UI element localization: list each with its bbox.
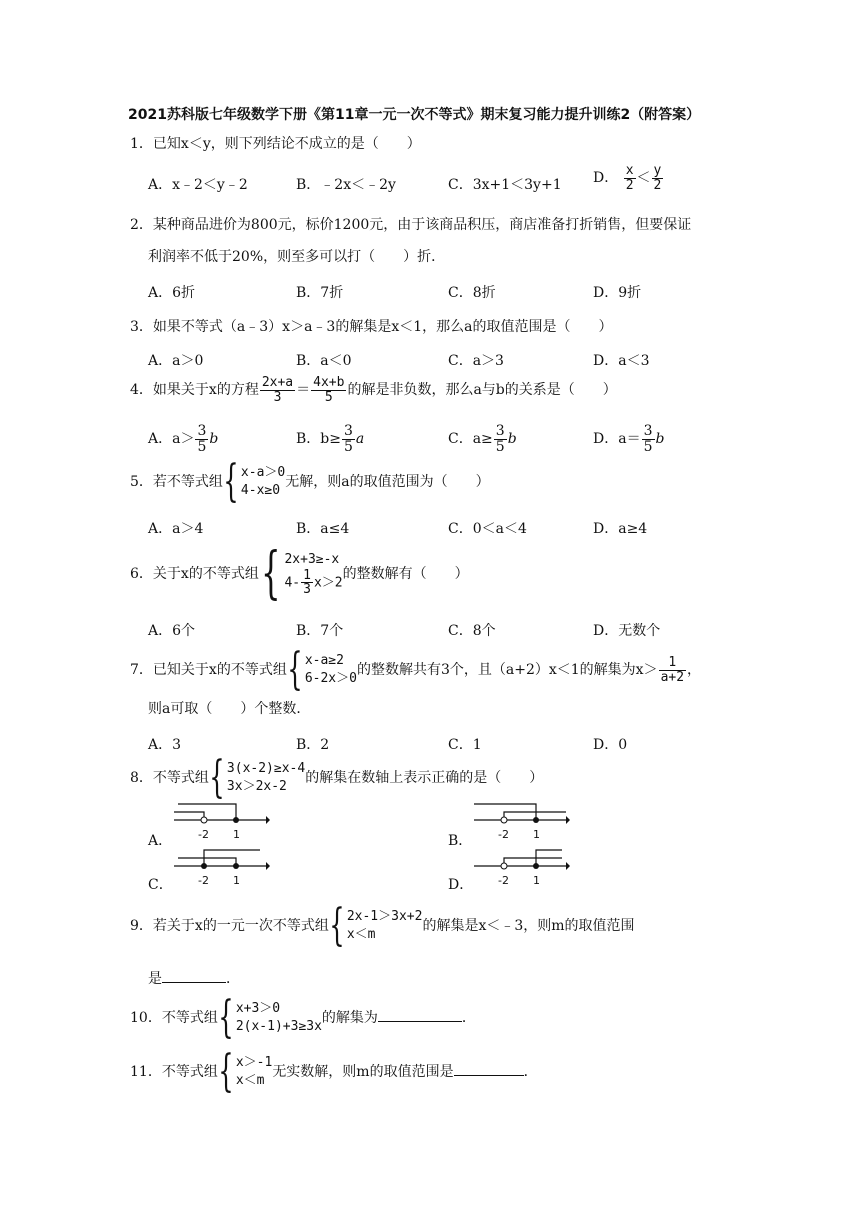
inequality-system: { x-a≥2 6-2x＞0 xyxy=(287,644,357,695)
question-text: 的解是非负数，那么a与b的关系是（ ） xyxy=(347,382,617,399)
q5-option-b: B．a≤4 xyxy=(296,521,350,537)
svg-text:-2: -2 xyxy=(198,828,209,841)
q5-option-c: C．0＜a＜4 xyxy=(448,521,527,537)
q8-option-d-label: D． xyxy=(448,877,474,893)
operator: ＝ xyxy=(296,382,311,399)
q8-option-c-label: C． xyxy=(148,877,173,893)
question-text: 的整数解共有3个，且（a+2）x＜1的解集为x＞ xyxy=(356,662,658,678)
question-9-line2: 是 ． xyxy=(148,971,240,987)
question-text: 若关于x的一元一次不等式组 xyxy=(152,918,329,934)
question-1 xyxy=(130,133,421,153)
question-text: 某种商品进价为800元，标价1200元，由于该商品积压，商店准备打折销售，但要保证 xyxy=(152,217,692,233)
svg-text:1: 1 xyxy=(533,828,540,841)
question-text: 已知关于x的不等式组 xyxy=(152,662,287,678)
question-6 xyxy=(130,541,469,606)
q5-option-d: D．a≥4 xyxy=(593,521,648,537)
question-5 xyxy=(130,456,490,507)
fraction: $\frac{2x+a}{3}$ xyxy=(261,375,294,405)
q3-option-c: C．a＞3 xyxy=(448,353,504,369)
question-3 xyxy=(130,316,612,336)
fraction: $\frac{4x+b}{5}$ xyxy=(313,375,345,405)
number-line-c xyxy=(170,846,270,890)
question-9 xyxy=(130,900,635,951)
question-7-line2: 则a可取（ ）个整数． xyxy=(148,701,311,717)
q5-option-a: A．a＞4 xyxy=(148,521,204,537)
q6-option-a: A．6个 xyxy=(148,623,196,639)
inequality-system: { x＞-1 x＜m xyxy=(218,1046,273,1097)
question-text: 的解集在数轴上表示正确的是（ ） xyxy=(305,770,544,786)
answer-blank[interactable] xyxy=(378,1009,462,1022)
q4-option-c: C．a≥ $\frac{3}{5}$ b xyxy=(448,423,517,455)
question-number: 8． xyxy=(130,770,153,786)
question-8 xyxy=(130,752,544,803)
question-number: 7． xyxy=(130,662,153,678)
question-text: 不等式组 xyxy=(152,770,209,786)
question-2-line2: 利润率不低于20%，则至多可以打（ ）折． xyxy=(148,249,446,265)
q4-option-b: B．b≥ $\frac{3}{5}$ a xyxy=(296,423,365,455)
q2-option-b: B．7折 xyxy=(296,285,344,301)
question-text: 关于x的不等式组 xyxy=(152,566,259,582)
q4-option-a: A．a＞ $\frac{3}{5}$ b xyxy=(148,423,219,455)
question-2 xyxy=(130,214,691,234)
question-text: 已知x＜y，则下列结论不成立的是（ ） xyxy=(152,136,421,152)
question-number: 2． xyxy=(130,217,153,233)
number-line-d xyxy=(470,846,570,890)
question-number: 10． xyxy=(130,1010,162,1026)
question-text: 的解集是x＜﹣3，则m的取值范围 xyxy=(422,918,635,934)
inequality-system: { x-a＞0 4-x≥0 xyxy=(223,456,286,507)
q6-option-c: C．8个 xyxy=(448,623,496,639)
number-line-b xyxy=(470,800,570,844)
inequality-system: { 3(x-2)≥x-4 3x＞2x-2 xyxy=(209,752,306,803)
question-text: 不等式组 xyxy=(161,1010,218,1026)
question-text: 若不等式组 xyxy=(152,474,223,490)
question-4 xyxy=(130,376,617,404)
q2-option-c: C．8折 xyxy=(448,285,496,301)
q8-option-b-label: B． xyxy=(448,833,473,849)
svg-text:1: 1 xyxy=(533,874,540,887)
question-11: 11．不等式组 { x＞-1 x＜m 无实数解，则m的取值范围是 ． xyxy=(130,1046,538,1097)
q7-option-c: C．1 xyxy=(448,737,482,753)
q2-option-a: A．6折 xyxy=(148,285,196,301)
question-text: 如果关于x的方程 xyxy=(152,382,259,399)
fraction: $\frac{1}{a+2}$ xyxy=(660,654,685,685)
question-text: 无解，则a的取值范围为（ ） xyxy=(285,474,490,490)
question-10: 10．不等式组 { x+3＞0 2(x-1)+3≥3x 的解集为 ． xyxy=(130,992,476,1043)
q6-option-d: D．无数个 xyxy=(593,623,661,639)
answer-blank[interactable] xyxy=(454,1063,524,1076)
question-number: 11． xyxy=(130,1064,162,1080)
q2-option-d: D．9折 xyxy=(593,285,642,301)
number-line-a xyxy=(170,800,270,844)
q7-option-b: B．2 xyxy=(296,737,330,753)
q1-option-b: B．﹣2x＜﹣2y xyxy=(296,177,396,193)
question-text: 的解集为 xyxy=(321,1010,378,1026)
q4-option-d: D．a＝ $\frac{3}{5}$ b xyxy=(593,423,665,455)
question-text: 的整数解有（ ） xyxy=(342,566,469,582)
inequality-system: { 2x-1＞3x+2 x＜m xyxy=(329,900,423,951)
fraction: $\frac{y}{2}$ xyxy=(653,163,662,193)
q3-option-b: B．a＜0 xyxy=(296,353,352,369)
q7-option-a: A．3 xyxy=(148,737,182,753)
operator: ＜ xyxy=(636,170,651,187)
q3-option-d: D．a＜3 xyxy=(593,353,650,369)
option-label: D． xyxy=(593,170,619,187)
inequality-system: { x+3＞0 2(x-1)+3≥3x xyxy=(218,992,322,1043)
question-number: 9． xyxy=(130,918,153,934)
question-number: 1． xyxy=(130,136,153,152)
svg-text:-2: -2 xyxy=(498,828,509,841)
q1-option-c: C．3x+1＜3y+1 xyxy=(448,177,562,193)
q3-option-a: A．a＞0 xyxy=(148,353,204,369)
question-text: 无实数解，则m的取值范围是 xyxy=(272,1064,454,1080)
question-number: 4． xyxy=(130,382,153,399)
q7-option-d: D．0 xyxy=(593,737,628,753)
q1-option-a: A．x﹣2＜y﹣2 xyxy=(148,177,248,193)
answer-blank[interactable] xyxy=(162,970,226,983)
svg-text:-2: -2 xyxy=(198,874,209,887)
question-number: 6． xyxy=(130,566,153,582)
question-number: 3． xyxy=(130,319,153,335)
question-text: 不等式组 xyxy=(161,1064,218,1080)
fraction: $\frac{3}{5}$ xyxy=(643,423,653,455)
question-text: 如果不等式（a﹣3）x＞a﹣3的解集是x＜1，那么a的取值范围是（ ） xyxy=(152,319,613,335)
fraction: $\frac{3}{5}$ xyxy=(343,423,353,455)
svg-text:-2: -2 xyxy=(498,874,509,887)
question-number: 5． xyxy=(130,474,153,490)
question-7: 7．已知关于x的不等式组 { x-a≥2 6-2x＞0 的整数解共有3个，且（a+2）x＜1的解集为x＞ $\frac{1}{a+2}$ ， xyxy=(130,644,702,695)
fraction: $\frac{3}{5}$ xyxy=(197,423,207,455)
fraction: $\frac{3}{5}$ xyxy=(495,423,505,455)
inequality-system: { 2x+3≥-x 4- $\frac{1}{3}$ x＞2 xyxy=(260,541,343,606)
q8-option-a-label: A． xyxy=(148,833,173,849)
q6-option-b: B．7个 xyxy=(296,623,344,639)
q1-option-d xyxy=(593,164,664,192)
svg-text:1: 1 xyxy=(233,874,240,887)
fraction: $\frac{x}{2}$ xyxy=(625,163,634,193)
svg-text:1: 1 xyxy=(233,828,240,841)
page-title: 2021苏科版七年级数学下册《第11章一元一次不等式》期末复习能力提升训练2（附答案） xyxy=(128,107,701,123)
